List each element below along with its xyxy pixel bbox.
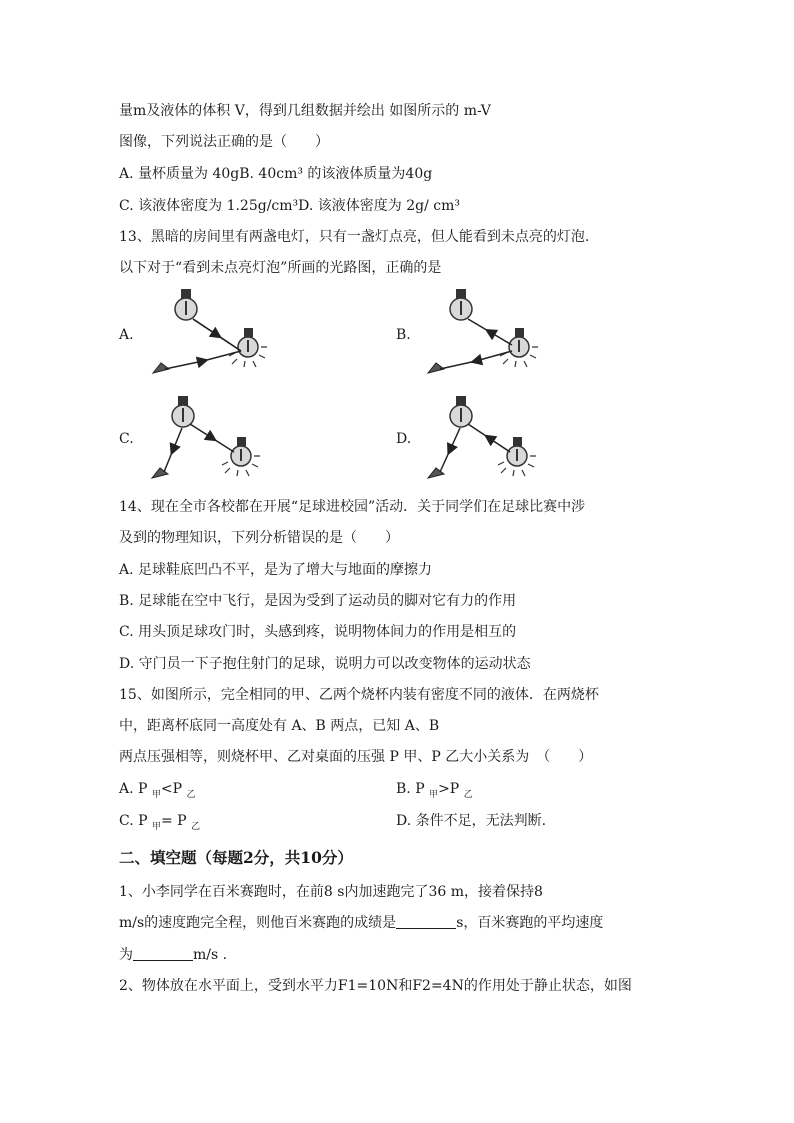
lit-bulb-icon [222, 437, 260, 476]
q12-options-cd: C. 该液体密度为 1.25g/cm³D. 该液体密度为 2g/ cm³ [119, 198, 460, 214]
q14-option-a: A. 足球鞋底凹凸不平，是为了增大与地面的摩擦力 [119, 562, 433, 578]
fill1-line3-pre: 为 [119, 947, 133, 963]
q15-option-a-sub2: 乙 [186, 789, 196, 800]
unlit-bulb-icon [175, 289, 197, 320]
q15-option-b-pre: B. P [396, 781, 430, 797]
q15-option-c-sub2: 乙 [191, 821, 201, 832]
answer-blank[interactable] [133, 946, 193, 961]
q15-option-c-mid: = P [161, 813, 192, 829]
q14-stem-line1: 14、现在全市各校都在开展“足球进校园”活动．关于同学们在足球比赛中涉 [119, 499, 586, 515]
q15-option-a-mid: <P [160, 781, 187, 797]
q15-option-b [396, 779, 473, 805]
q15-option-c [119, 811, 200, 837]
q13-option-d-label: D. [396, 431, 412, 447]
q15-option-c-pre: C. P [119, 813, 152, 829]
section-heading-fill-blank: 二、填空题（每题2分，共10分） [119, 848, 353, 867]
q12-stem-line1: 量m及液体的体积 V，得到几组数据并绘出 如图所示的 m-V [119, 103, 491, 119]
q14-stem-line2: 及到的物理知识，下列分析错误的是（ ） [119, 530, 399, 546]
q13-option-a-label: A. [119, 327, 134, 343]
q13-option-b-label: B. [396, 327, 411, 343]
q15-stem-line3: 两点压强相等，则烧杯甲、乙对桌面的压强 P 甲、P 乙大小关系为 （ ） [119, 749, 593, 765]
q13-diagram-d [418, 392, 548, 484]
answer-blank[interactable] [396, 914, 456, 929]
lit-bulb-icon [500, 328, 538, 367]
q14-option-c: C. 用头顶足球攻门时，头感到疼，说明物体间力的作用是相互的 [119, 624, 517, 640]
q13-stem-line2: 以下对于“看到未点亮灯泡”所画的光路图，正确的是 [119, 260, 442, 276]
q15-option-b-sub2: 乙 [463, 789, 473, 800]
fill1-line1: 1、小李同学在百米赛跑时，在前8 s内加速跑完了36 m，接着保持8 [119, 884, 543, 900]
q13-option-c-label: C. [119, 431, 134, 447]
q12-stem-line2: 图像，下列说法正确的是（ ） [119, 134, 329, 150]
q15-option-a-sub1: 甲 [151, 789, 161, 800]
fill1-line2-post: s，百米赛跑的平均速度 [456, 915, 604, 931]
q13-diagram-a [145, 285, 275, 380]
q15-option-b-sub1: 甲 [429, 789, 439, 800]
fill1-line3 [119, 945, 227, 965]
fill2-line1: 2、物体放在水平面上，受到水平力F1=10N和F2=4N的作用处于静止状态，如图 [119, 978, 632, 994]
q14-option-b: B. 足球能在空中飞行，是因为受到了运动员的脚对它有力的作用 [119, 593, 517, 609]
fill1-line2 [119, 913, 603, 933]
unlit-bulb-icon [450, 289, 472, 320]
q15-option-a-pre: A. P [119, 781, 152, 797]
fill1-line3-post: m/s . [193, 947, 228, 963]
q15-option-c-sub1: 甲 [151, 821, 161, 832]
q13-diagram-b [420, 285, 550, 380]
fill1-line2-pre: m/s的速度跑完全程，则他百米赛跑的成绩是 [119, 915, 397, 931]
q14-option-d: D. 守门员一下子抱住射门的足球，说明力可以改变物体的运动状态 [119, 656, 531, 672]
unlit-bulb-icon [172, 396, 194, 427]
unlit-bulb-icon [450, 396, 472, 427]
q15-option-a [119, 779, 196, 805]
lit-bulb-icon [498, 437, 536, 476]
q15-stem-line2: 中，距离杯底同一高度处有 A、B 两点，已知 A、B [119, 718, 440, 734]
q15-option-d: D. 条件不足，无法判断. [396, 813, 547, 829]
q13-stem-line1: 13、黑暗的房间里有两盏电灯，只有一盏灯点亮，但人能看到未点亮的灯泡. [119, 229, 590, 245]
q15-stem-line1: 15、如图所示，完全相同的甲、乙两个烧杯内装有密度不同的液体．在两烧杯 [119, 687, 599, 703]
q13-diagram-c [140, 392, 270, 484]
q12-options-ab: A. 量杯质量为 40gB. 40cm³ 的该液体质量为40g [119, 166, 433, 182]
q15-option-b-mid: >P [438, 781, 464, 797]
